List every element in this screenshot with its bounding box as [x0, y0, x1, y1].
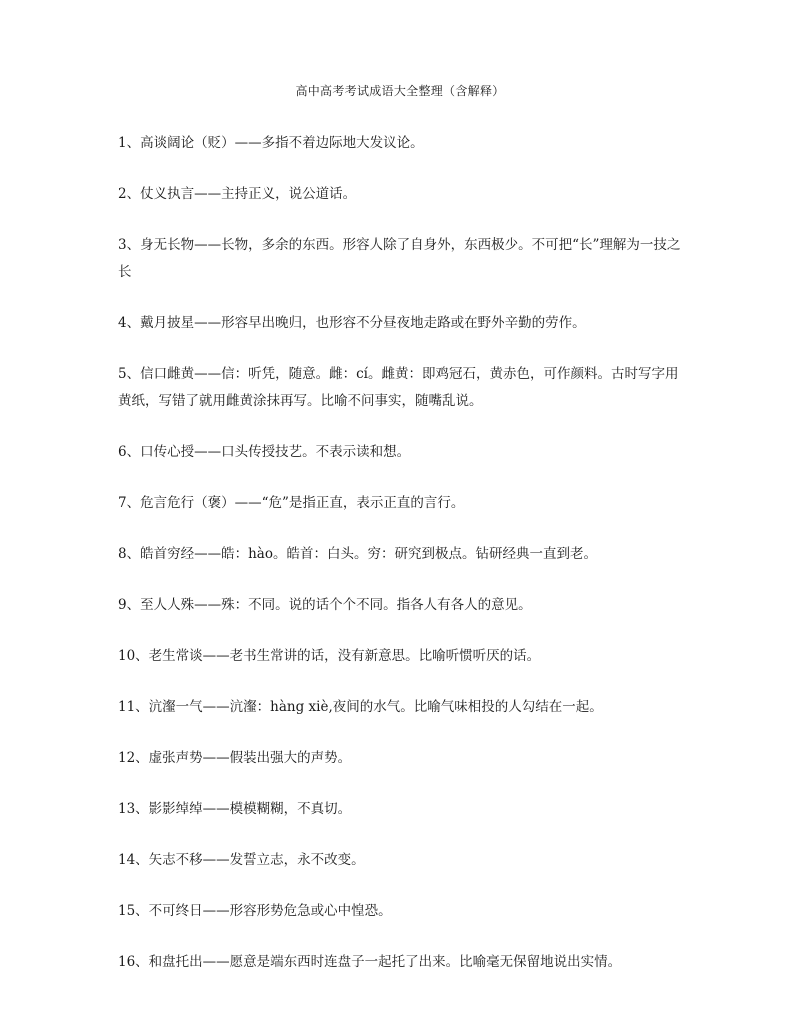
idiom-entry: 13、影影绰绰——模模糊糊，不真切。: [118, 801, 352, 817]
document-title: 高中高考考试成语大全整理（含解释）: [295, 84, 505, 98]
idiom-entry: 3、身无长物——长物，多余的东西。形容人除了自身外，东西极少。不可把“长”理解为一技之长: [118, 237, 681, 280]
idiom-entry: 14、矢志不移——发誓立志，永不改变。: [118, 852, 365, 868]
idiom-entry: 2、仗义执言——主持正义，说公道话。: [118, 186, 357, 202]
idiom-entry: 10、老生常谈——老书生常讲的话，没有新意思。比喻听惯听厌的话。: [118, 648, 541, 664]
idiom-entry: 6、口传心授——口头传授技艺。不表示读和想。: [118, 444, 411, 460]
idiom-entry: 9、至人人殊——殊：不同。说的话个个不同。指各人有各人的意见。: [118, 597, 532, 613]
idiom-entry: 1、高谈阔论（贬）——多指不着边际地大发议论。: [118, 135, 424, 151]
idiom-entry: 16、和盘托出——愿意是端东西时连盘子一起托了出来。比喻毫无保留地说出实情。: [118, 954, 622, 970]
idiom-entry: 11、沆瀣一气——沆瀣：hàng xiè,夜间的水气。比喻气味相投的人勾结在一起。: [118, 699, 603, 715]
idiom-list: [118, 130, 690, 1000]
idiom-entry: 4、戴月披星——形容早出晚归，也形容不分昼夜地走路或在野外辛勤的劳作。: [118, 315, 586, 331]
idiom-entry: 12、虚张声势——假装出强大的声势。: [118, 750, 352, 766]
idiom-entry: 8、皓首穷经——皓：hào。皓首：白头。穷：研究到极点。钻研经典一直到老。: [118, 546, 597, 562]
idiom-entry: 7、危言危行（褒）——“危”是指正直，表示正直的言行。: [118, 495, 465, 511]
idiom-entry: 5、信口雌黄——信：听凭，随意。雌：cí。雌黄：即鸡冠石，黄赤色，可作颜料。古时写字用黄纸，写错了就用雌黄涂抹再写。比喻不问事实，随嘴乱说。: [118, 366, 679, 409]
idiom-entry: 15、不可终日——形容形势危急或心中惶恐。: [118, 903, 392, 919]
